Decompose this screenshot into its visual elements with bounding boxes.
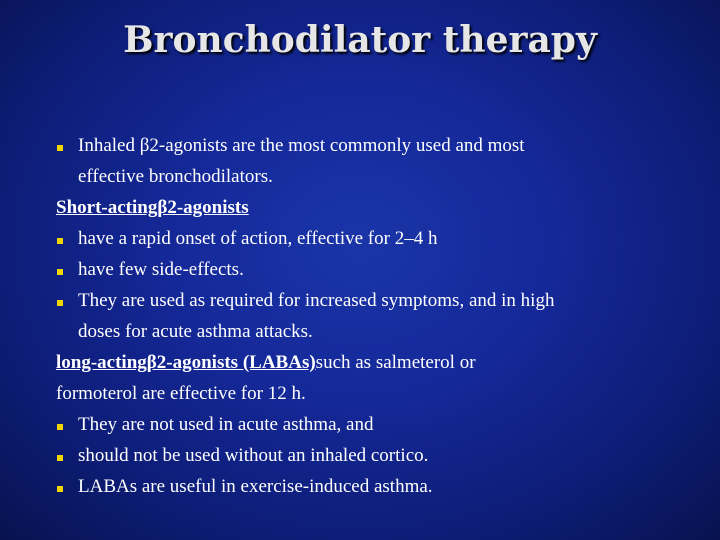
intro-bullet xyxy=(56,130,686,161)
intro-line-2: effective bronchodilators. xyxy=(78,166,273,187)
short-acting-heading: Short-actingβ2-agonists xyxy=(56,197,249,218)
long-acting-bullet-1-text: They are not used in acute asthma, and xyxy=(78,414,374,435)
short-acting-bullet-1 xyxy=(56,223,686,254)
short-acting-bullet-2 xyxy=(56,254,686,285)
intro-continuation xyxy=(56,161,686,192)
short-acting-bullet-3-continuation xyxy=(56,316,686,347)
long-acting-bullet-1 xyxy=(56,409,686,440)
intro-line-1: Inhaled β2-agonists are the most commonly used and most xyxy=(78,135,525,156)
slide-title: Bronchodilator therapy xyxy=(123,19,597,61)
short-acting-bullet-3-text-2: doses for acute asthma attacks. xyxy=(78,321,313,342)
long-acting-text-2: formoterol are effective for 12 h. xyxy=(56,383,306,404)
short-acting-bullet-3 xyxy=(56,285,686,316)
long-acting-text-1: such as salmeterol or xyxy=(315,352,476,373)
square-bullet-icon xyxy=(57,424,63,430)
long-acting-line-2 xyxy=(56,378,686,409)
long-acting-bullet-3-text: LABAs are useful in exercise-induced asthma. xyxy=(78,476,433,497)
short-acting-bullet-1-text: have a rapid onset of action, effective for 2–4 h xyxy=(78,228,438,249)
square-bullet-icon xyxy=(57,238,63,244)
square-bullet-icon xyxy=(57,269,63,275)
square-bullet-icon xyxy=(57,145,63,151)
long-acting-bullet-2-text: should not be used without an inhaled cortico. xyxy=(78,445,429,466)
short-acting-heading-line xyxy=(56,192,686,223)
short-acting-bullet-2-text: have few side-effects. xyxy=(78,259,244,280)
square-bullet-icon xyxy=(57,486,63,492)
short-acting-bullet-3-text: They are used as required for increased symptoms, and in high xyxy=(78,290,555,311)
long-acting-bullet-3 xyxy=(56,471,686,502)
long-acting-heading: long-actingβ2-agonists (LABAs) xyxy=(56,352,316,373)
long-acting-bullet-2 xyxy=(56,440,686,471)
square-bullet-icon xyxy=(57,455,63,461)
slide-body xyxy=(56,130,686,502)
long-acting-line-1 xyxy=(56,347,686,378)
square-bullet-icon xyxy=(57,300,63,306)
